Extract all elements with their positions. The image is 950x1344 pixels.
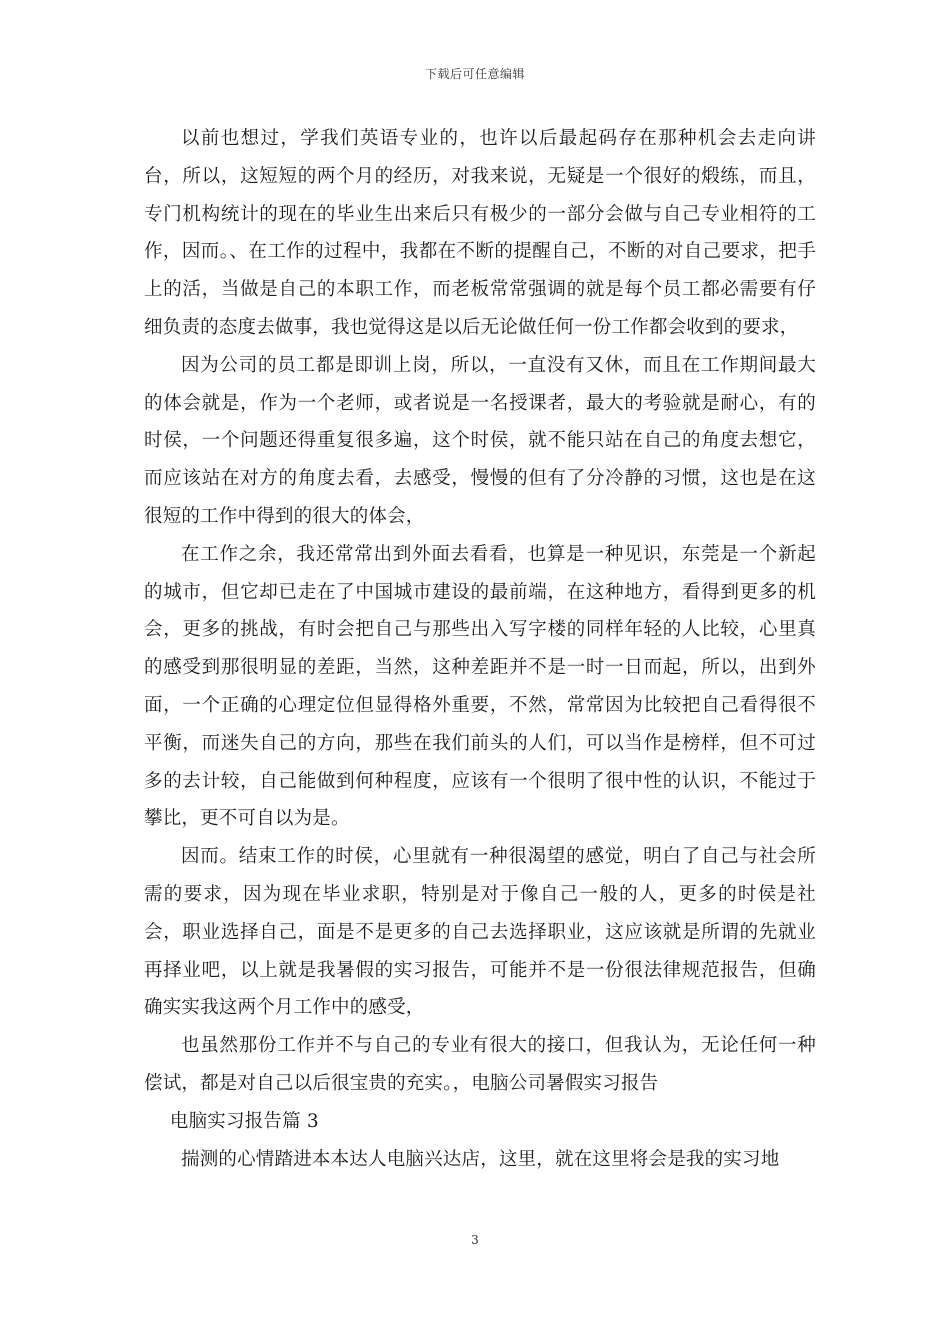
paragraph: 以前也想过，学我们英语专业的，也许以后最起码存在那种机会去走向讲台，所以，这短短的两个月的经历，对我来说，无疑是一个很好的煅练，而且，专门机构统计的现在的毕业生出来后只有极少的一部分会做与自己专业相符的工作，因而。、在工作的过程中，我都在不断的提醒自己，不断的对自己要求，把手上的活，当做是自己的本职工作，而老板常常强调的就是每个员工都必需要有仔细负责的态度去做事，我也觉得这是以后无论做任何一份工作都会收到的要求， bbox=[144, 128, 816, 338]
section-heading: 电脑实习报告篇 3 bbox=[169, 1110, 319, 1132]
page-number: 3 bbox=[471, 1233, 479, 1247]
paragraph: 在工作之余，我还常常出到外面去看看，也算是一种见识，东莞是一个新起的城市，但它却已走在了中国城市建设的最前端，在这种地方，看得到更多的机会，更多的挑战，有时会把自己与那些出入写字楼的同样年轻的人比较，心里真的感受到那很明显的差距，当然，这种差距并不是一时一日而起，所以，出到外面，一个正确的心理定位但显得格外重要，不然，常常因为比较把自己看得很不平衡，而迷失自己的方向，那些在我们前头的人们，可以当作是榜样，但不可过多的去计较，自己能做到何种程度，应该有一个很明了很中性的认识，不能过于攀比，更不可自以为是。 bbox=[144, 543, 816, 830]
document-body bbox=[144, 120, 816, 1178]
paragraph: 因为公司的员工都是即训上岗，所以，一直没有又休，而且在工作期间最大的体会就是，作为一个老师，或者说是一名授课者，最大的考验就是耐心，有的时侯，一个问题还得重复很多遍，这个时侯，就不能只站在自己的角度去想它，而应该站在对方的角度去看，去感受，慢慢的但有了分冷静的习惯，这也是在这很短的工作中得到的很大的体会， bbox=[144, 354, 816, 527]
paragraph: 因而。结束工作的时侯，心里就有一种很渴望的感觉，明白了自己与社会所需的要求，因为现在毕业求职，特别是对于像自己一般的人，更多的时侯是社会，职业选择自己，面是不是更多的自己去选择职业，这应该就是所谓的先就业再择业吧，以上就是我暑假的实习报告，可能并不是一份很法律规范报告，但确确实实我这两个月工作中的感受， bbox=[144, 846, 816, 1019]
page-header: 下载后可任意编辑 bbox=[424, 67, 525, 81]
paragraph: 也虽然那份工作并不与自己的专业有很大的接口，但我认为，无论任何一种偿试，都是对自己以后很宝贵的充实。，电脑公司暑假实习报告 bbox=[144, 1035, 816, 1094]
paragraph: 揣测的心情踏进本本达人电脑兴达店，这里，就在这里将会是我的实习地 bbox=[181, 1148, 780, 1170]
